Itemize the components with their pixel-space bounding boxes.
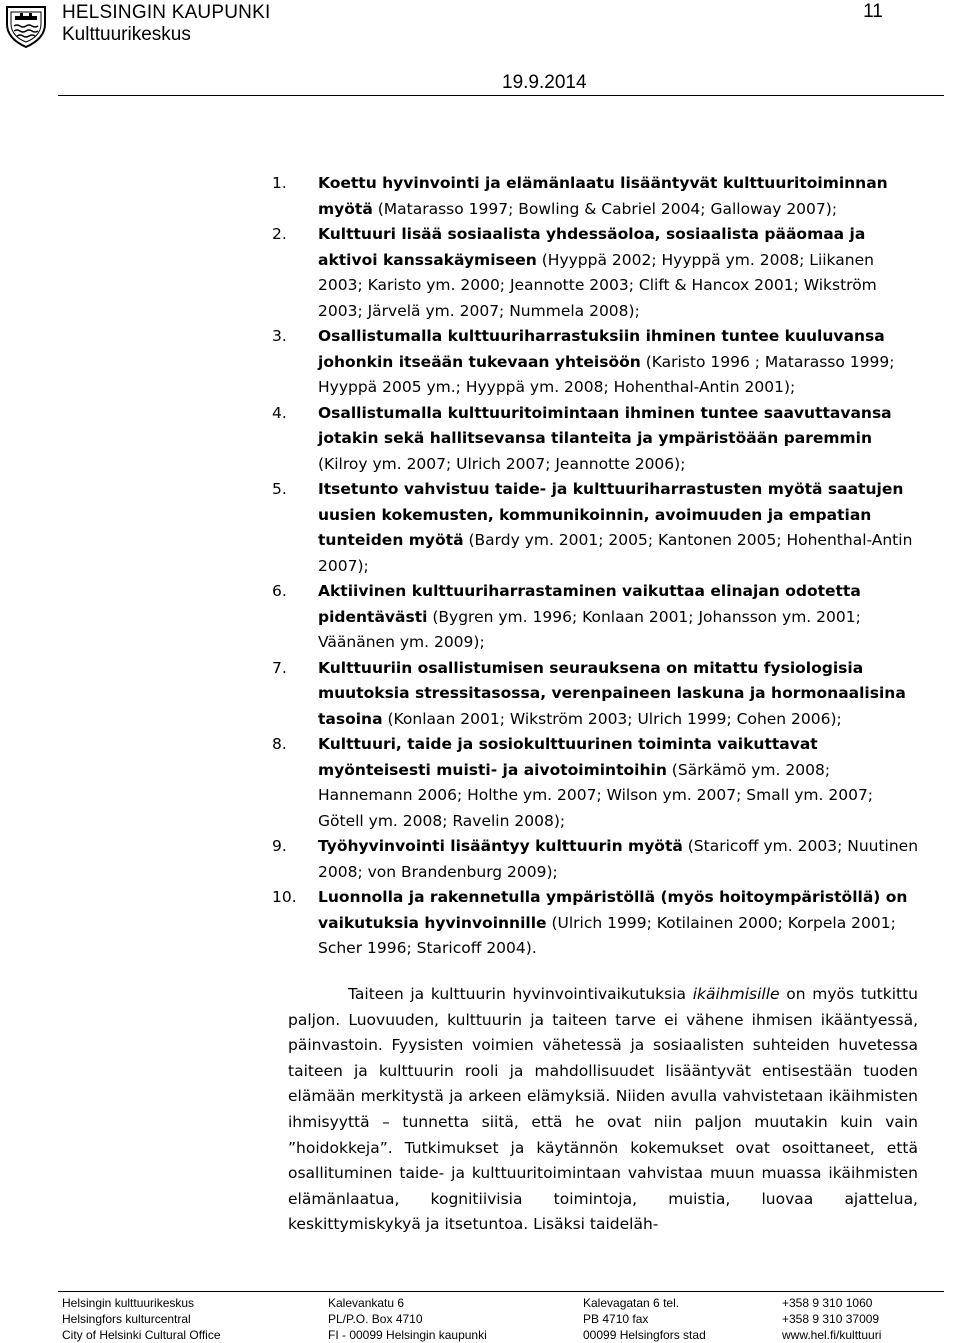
page-number: 11 — [863, 1, 883, 22]
header-divider — [58, 95, 944, 96]
footer-address-fi — [328, 1295, 487, 1343]
finding-item — [0, 885, 960, 962]
finding-number: 9. — [272, 837, 287, 855]
finding-claim: Kulttuuri lisää sosiaalista yhdessäoloa, sosiaalista pääomaa ja aktivoi kanssakäymiseen — [318, 225, 866, 269]
footer-divider — [58, 1291, 944, 1292]
finding-references: (Hyyppä 2002; Hyyppä ym. 2008; Liikanen 2003; Karisto ym. 2000; Jeannotte 2003; Clift & Hancox 2001; Wikström 2003; Järvelä ym. 2007; Nummela 2008); — [318, 250, 877, 320]
finding-text — [318, 222, 922, 324]
finding-item — [0, 656, 960, 733]
finding-item — [0, 324, 960, 401]
footer-line: Kalevagatan 6 tel. — [583, 1296, 680, 1310]
finding-references: (Bardy ym. 2001; 2005; Kantonen 2005; Hohenthal-Antin 2007); — [318, 531, 913, 575]
footer-website-link[interactable]: www.hel.fi/kulttuuri — [782, 1328, 882, 1342]
finding-claim: Itsetunto vahvistuu taide- ja kulttuuriharrastusten myötä saatujen uusien kokemusten, kommunikoinnin, avoimuuden ja empatian tunteiden myötä — [318, 480, 904, 549]
body-paragraph — [288, 982, 918, 1238]
finding-number: 8. — [272, 735, 287, 753]
body-text-start: Taiteen ja kulttuurin hyvinvointivaikutuksia — [348, 985, 693, 1003]
finding-number: 3. — [272, 327, 287, 345]
finding-references: (Matarasso 1997; Bowling & Cabriel 2004; Galloway 2007); — [372, 199, 838, 218]
footer-fax: +358 9 310 37009 — [782, 1312, 880, 1326]
footer-contact — [782, 1295, 881, 1343]
finding-text — [318, 477, 922, 579]
finding-item — [0, 834, 960, 885]
footer-line: Helsingfors kulturcentral — [62, 1312, 191, 1326]
finding-number: 6. — [272, 582, 287, 600]
finding-references: (Ulrich 1999; Kotilainen 2000; Korpela 2001; Scher 1996; Staricoff 2004). — [318, 913, 896, 957]
finding-references: (Kilroy ym. 2007; Ulrich 2007; Jeannotte 2006); — [318, 454, 686, 473]
finding-number: 7. — [272, 658, 287, 677]
finding-item — [0, 171, 960, 222]
finding-text — [318, 656, 922, 733]
footer-line: PL/P.O. Box 4710 — [328, 1312, 423, 1326]
finding-text — [318, 834, 922, 885]
finding-references: (Konlaan 2001; Wikström 2003; Ulrich 1999; Cohen 2006); — [382, 709, 842, 728]
footer-line: 00099 Helsingfors stad — [583, 1328, 706, 1342]
finding-references: (Staricoff ym. 2003; Nuutinen 2008; von Brandenburg 2009); — [318, 837, 919, 881]
footer-line: FI - 00099 Helsingin kaupunki — [328, 1328, 487, 1342]
finding-item — [0, 401, 960, 478]
finding-text — [318, 732, 922, 834]
finding-item — [0, 222, 960, 324]
finding-claim: Osallistumalla kulttuuritoimintaan ihminen tuntee saavuttavansa jotakin sekä hallitsevansa tilanteita ja ympäristöään paremmin — [318, 403, 892, 447]
finding-item — [0, 477, 960, 579]
finding-item — [0, 579, 960, 656]
finding-text — [318, 171, 922, 222]
findings-list — [0, 171, 960, 962]
finding-number: 10. — [272, 888, 297, 906]
footer-line: PB 4710 fax — [583, 1312, 649, 1326]
finding-claim: Aktiivinen kulttuuriharrastaminen vaikuttaa elinajan odotetta pidentävästi — [318, 582, 861, 626]
header-date: 19.9.2014 — [502, 72, 587, 93]
footer-line: Kalevankatu 6 — [328, 1296, 405, 1310]
finding-number: 2. — [272, 225, 287, 243]
finding-claim: Kulttuuri, taide ja sosiokulttuurinen toiminta vaikuttavat myönteisesti muisti- ja aivotoimintoihin — [318, 735, 818, 779]
finding-claim: Osallistumalla kulttuuriharrastuksiin ihminen tuntee kuuluvansa johonkin itseään tukevaan yhteisöön — [318, 327, 885, 371]
finding-references: (Bygren ym. 1996; Konlaan 2001; Johansson ym. 2001; Väänänen ym. 2009); — [318, 607, 861, 651]
footer-line: Helsingin kulttuurikeskus — [62, 1296, 195, 1310]
finding-claim: Kulttuuriin osallistumisen seurauksena on mitattu fysiologisia muutoksia stressitasossa, verenpaineen laskuna ja hormonaalisina tasoina — [318, 658, 906, 728]
city-crest-logo — [3, 4, 49, 48]
finding-number: 5. — [272, 480, 287, 498]
finding-number: 1. — [272, 174, 287, 192]
finding-number: 4. — [272, 403, 287, 422]
finding-references: (Särkämö ym. 2008; Hannemann 2006; Holthe ym. 2007; Wilson ym. 2007; Small ym. 2007; Götell ym. 2008; Ravelin 2008); — [318, 760, 874, 830]
organization-name: HELSINGIN KAUPUNKI — [62, 2, 271, 23]
finding-claim: Luonnolla ja rakennetulla ympäristöllä (myös hoitoympäristöllä) on vaikutuksia hyvinvoinnille — [318, 888, 908, 932]
footer-line: City of Helsinki Cultural Office — [62, 1328, 221, 1342]
body-text-rest: on myös tutkittu paljon. Luovuuden, kulttuurin ja taiteen tarve ei vähene ihmisen ikääntyessä, päinvastoin. Fyysisten voimien vähetessä ja sosiaalisten suhteiden huvetessa taiteen ja kulttuurin rooli ja mahdollisuudet lisääntyvät entisestään tuoden elämään merkitystä ja arkeen elämyksiä. Niiden avulla vahvistetaan ikäihmisten ihmisyyttä – tunnetta siitä, että he ovat niin paljon muutakin kuin vain ”hoidokkeja”. Tutkimukset ja käytännön kokemukset ovat osoittaneet, että osallituminen taide- ja kulttuuritoimintaan vahvistaa muun muassa ikäihmisten elämänlaatua, kognitiivisia toimintoja, muistia, luovaa ajattelua, keskittymiskykyä ja itsetuntoa. Lisäksi taideläh- — [288, 985, 918, 1234]
finding-text — [318, 324, 922, 401]
footer-office-names — [62, 1295, 221, 1343]
department-name: Kulttuurikeskus — [62, 24, 191, 45]
footer-address-sv — [583, 1295, 706, 1343]
finding-claim: Työhyvinvointi lisääntyy kulttuurin myötä — [318, 837, 683, 855]
body-emphasis: ikäihmisille — [692, 985, 780, 1003]
finding-text — [318, 885, 922, 962]
finding-references: (Karisto 1996 ; Matarasso 1999; Hyyppä 2005 ym.; Hyyppä ym. 2008; Hohenthal-Antin 2001); — [318, 352, 895, 396]
footer-phone: +358 9 310 1060 — [782, 1296, 873, 1310]
finding-claim: Koettu hyvinvointi ja elämänlaatu lisääntyvät kulttuuritoiminnan myötä — [318, 174, 888, 218]
finding-item — [0, 732, 960, 834]
finding-text — [318, 401, 922, 478]
finding-text — [318, 579, 922, 656]
